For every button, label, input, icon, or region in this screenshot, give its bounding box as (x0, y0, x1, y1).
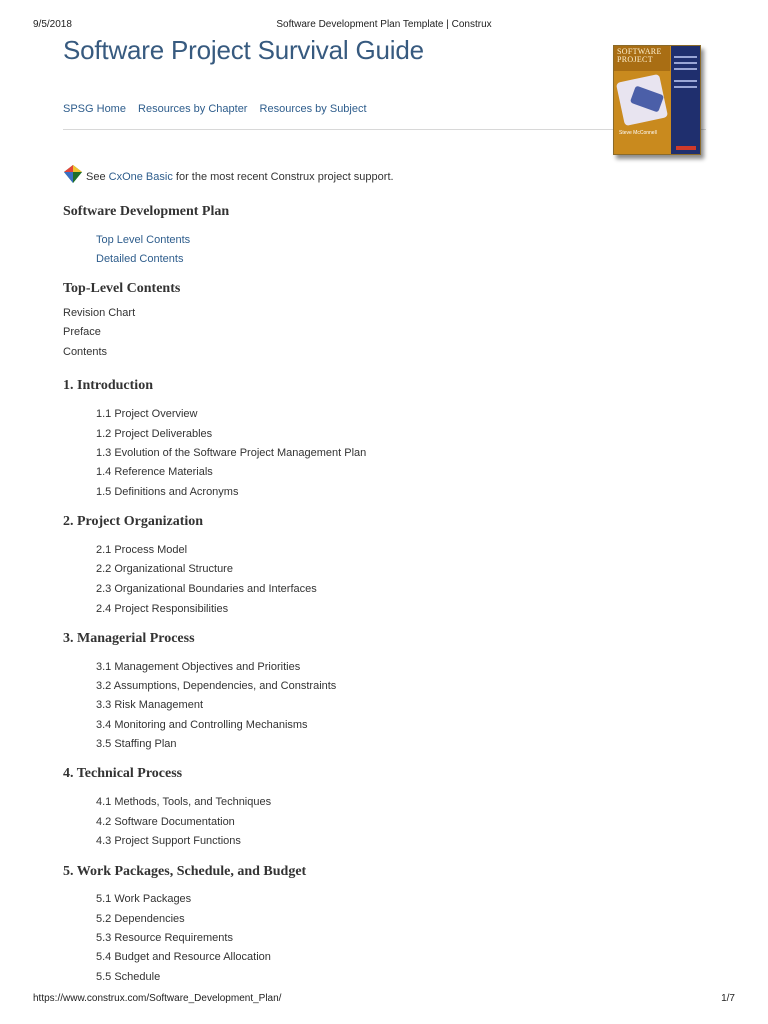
section-item: 1.5 Definitions and Acronyms (96, 486, 239, 498)
toc-link-top-level[interactable]: Top Level Contents (96, 234, 191, 246)
nav-link-spsg-home[interactable]: SPSG Home (63, 103, 126, 115)
section-item: 4.2 Software Documentation (96, 816, 235, 828)
cxone-gem-icon (63, 164, 83, 184)
section-item: 1.3 Evolution of the Software Project Management Plan (96, 447, 367, 459)
book-cover-title-line2: PROJECT (617, 55, 653, 64)
toplevel-item: Revision Chart (63, 307, 136, 319)
section-heading: 4. Technical Process (63, 766, 183, 781)
section-item: 5.2 Dependencies (96, 913, 185, 925)
section-heading: 2. Project Organization (63, 514, 204, 529)
book-cover-side-text (674, 56, 697, 58)
header-divider (63, 129, 706, 130)
doc-heading: Software Development Plan (63, 204, 230, 219)
section-item: 3.4 Monitoring and Controlling Mechanisms (96, 719, 308, 731)
notice-suffix: for the most recent Construx project support. (172, 171, 394, 183)
cxone-notice-text (86, 171, 394, 183)
section-item: 2.3 Organizational Boundaries and Interfaces (96, 583, 317, 595)
section-item: 3.3 Risk Management (96, 699, 203, 711)
book-cover-side-text (674, 62, 697, 64)
section-item: 5.4 Budget and Resource Allocation (96, 951, 271, 963)
section-item: 1.2 Project Deliverables (96, 428, 213, 440)
section-item: 1.1 Project Overview (96, 408, 198, 420)
print-doc-title: Software Development Plan Template | Construx (276, 19, 492, 30)
section-item: 5.5 Schedule (96, 971, 161, 983)
book-cover-title (617, 48, 662, 64)
cxone-basic-link[interactable]: CxOne Basic (108, 171, 173, 183)
section-item: 2.2 Organizational Structure (96, 563, 233, 575)
section-item: 2.1 Process Model (96, 544, 188, 556)
toplevel-item: Preface (63, 326, 101, 338)
section-heading: 1. Introduction (63, 378, 153, 393)
section-heading: 3. Managerial Process (63, 631, 195, 646)
print-url: https://www.construx.com/Software_Development_Plan/ (33, 993, 282, 1004)
section-item: 4.1 Methods, Tools, and Techniques (96, 796, 272, 808)
section-item: 2.4 Project Responsibilities (96, 603, 229, 615)
site-title: Software Project Survival Guide (63, 35, 424, 65)
section-item: 3.1 Management Objectives and Priorities (96, 661, 301, 673)
site-nav (63, 103, 376, 115)
book-cover-author: Steve McConnell (619, 130, 657, 136)
book-cover-title-line1: SOFTWARE (617, 47, 662, 56)
book-cover-image[interactable] (613, 45, 701, 155)
section-item: 5.3 Resource Requirements (96, 932, 233, 944)
section-item: 4.3 Project Support Functions (96, 835, 241, 847)
section-heading: 5. Work Packages, Schedule, and Budget (63, 864, 307, 879)
toplevel-item: Contents (63, 346, 108, 358)
nav-link-resources-by-subject[interactable]: Resources by Subject (259, 103, 367, 115)
book-cover-side-text (674, 86, 697, 88)
book-cover-publisher-logo (676, 146, 696, 150)
nav-link-resources-by-chapter[interactable]: Resources by Chapter (138, 103, 248, 115)
section-item: 1.4 Reference Materials (96, 466, 213, 478)
section-item: 3.2 Assumptions, Dependencies, and Constraints (96, 680, 337, 692)
print-date: 9/5/2018 (33, 19, 72, 30)
toc-link-detailed[interactable]: Detailed Contents (96, 253, 184, 265)
print-page-number: 1/7 (721, 993, 735, 1004)
toplevel-heading: Top-Level Contents (63, 281, 181, 296)
section-item: 3.5 Staffing Plan (96, 738, 177, 750)
section-item: 5.1 Work Packages (96, 893, 192, 905)
notice-prefix: See (86, 171, 109, 183)
book-cover-side-text (674, 80, 697, 82)
book-cover-side-text (674, 68, 697, 70)
